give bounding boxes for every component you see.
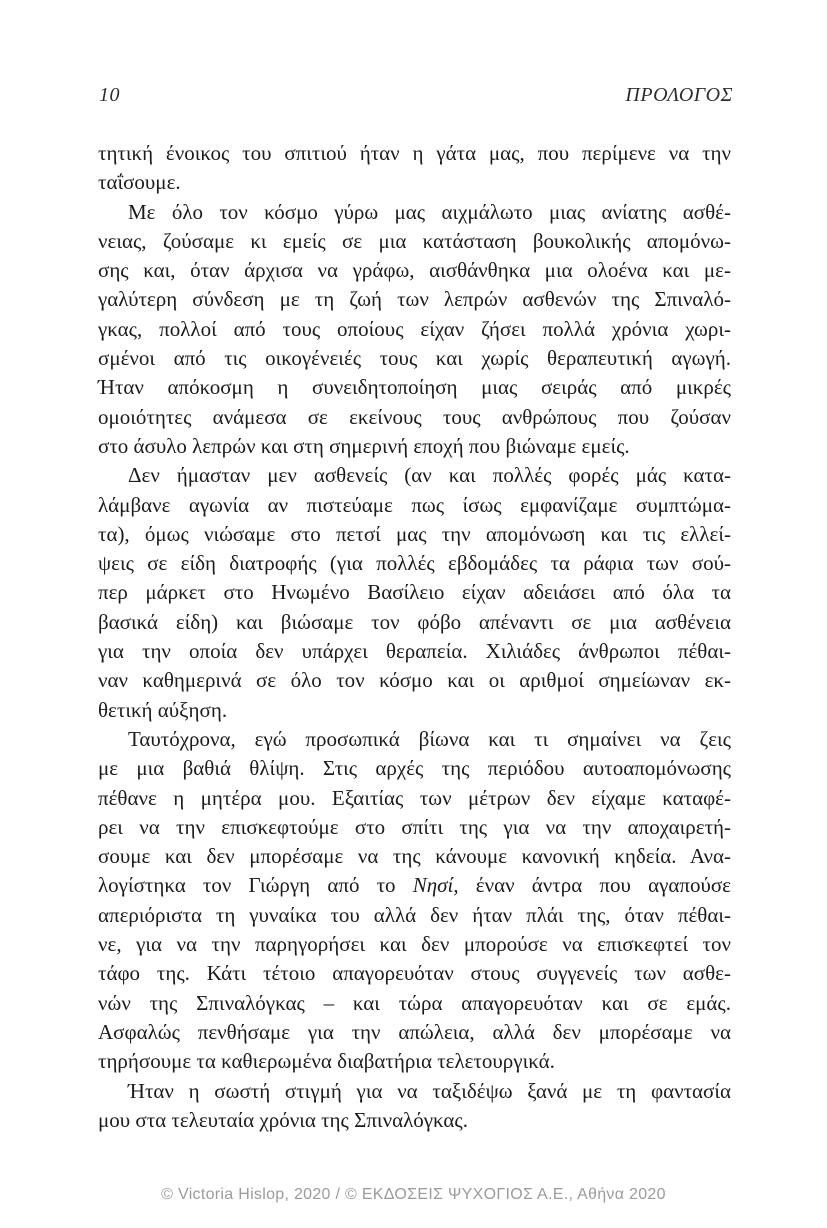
text-line	[98, 989, 731, 1018]
text-segment: Ασφαλώς πενθήσαμε για την απώλεια, αλλά δεν μπορέσαμε να	[98, 1019, 731, 1044]
text-line	[98, 1106, 731, 1135]
text-line	[98, 373, 731, 402]
text-segment: τητική ένοικος του σπιτιού ήταν η γάτα μας, που περίμενε να την	[98, 141, 731, 165]
text-line	[98, 754, 731, 783]
text-line	[98, 1047, 731, 1076]
text-segment: στο άσυλο λεπρών και στη σημερινή εποχή που βιώναμε εμείς.	[98, 433, 630, 458]
text-line	[98, 520, 731, 549]
text-line	[98, 930, 731, 959]
body-paragraph	[98, 198, 731, 462]
text-line	[98, 578, 731, 607]
text-segment: βασικά είδη) και βιώσαμε τον φόβο απέναντι σε μια ασθένεια	[98, 609, 731, 634]
text-segment: λογίστηκα τον Γιώργη από το	[98, 873, 413, 898]
text-line	[98, 549, 731, 578]
page-body	[98, 139, 731, 1135]
text-line	[98, 491, 731, 520]
text-line	[98, 637, 731, 666]
text-line	[98, 461, 731, 490]
text-segment: Ήταν απόκοσμη η συνειδητοποίηση μιας σειράς από μικρές	[98, 375, 731, 400]
text-segment: Ταυτόχρονα, εγώ προσωπικά βίωνα και τι σημαίνει να ζεις	[128, 726, 731, 751]
text-segment: τηρήσουμε τα καθιερωμένα διαβατήρια τελετουργικά.	[98, 1049, 555, 1074]
body-paragraph	[98, 139, 731, 198]
text-line	[98, 403, 731, 432]
text-segment: γαλύτερη σύνδεση με τη ζωή των λεπρών ασθενών της Σπιναλό-	[98, 287, 731, 312]
text-line	[98, 344, 731, 373]
text-line	[98, 666, 731, 695]
text-segment: τάφο της. Κάτι τέτοιο απαγορευόταν στους συγγενείς των ασθε-	[98, 961, 731, 986]
body-paragraph	[98, 461, 731, 725]
copyright-credit: © Victoria Hislop, 2020 / © ΕΚΔΟΣΕΙΣ ΨΥΧΟΓΙΟΣ Α.Ε., Αθήνα 2020	[161, 1186, 666, 1203]
text-segment: νε, για να την παρηγορήσει και δεν μπορούσε να επισκεφτεί τον	[98, 932, 731, 957]
text-line	[98, 1018, 731, 1047]
text-segment: νειας, ζούσαμε κι εμείς σε μια κατάσταση βουκολικής απομόνω-	[98, 228, 731, 253]
text-line	[98, 784, 731, 813]
text-segment: για την οποία δεν υπάρχει θεραπεία. Χιλιάδες άνθρωποι πέθαι-	[98, 639, 731, 664]
text-segment: ομοιότητες ανάμεσα σε εκείνους τους ανθρώπους που ζούσαν	[98, 404, 731, 429]
text-segment: Ήταν η σωστή στιγμή για να ταξιδέψω ξανά με τη φαντασία	[128, 1078, 731, 1103]
text-line	[98, 432, 731, 461]
text-segment: Με όλο τον κόσμο γύρω μας αιχμάλωτο μιας ανίατης ασθέ-	[128, 199, 731, 224]
running-header	[99, 84, 733, 107]
text-line	[98, 285, 731, 314]
text-line	[98, 842, 731, 871]
body-paragraph	[98, 1077, 731, 1136]
text-segment: περ μάρκετ στο Ηνωμένο Βασίλειο είχαν αδειάσει από όλα τα	[98, 580, 731, 605]
running-head-title: ΠΡΟΛΟΓΟΣ	[625, 84, 733, 106]
text-line	[98, 256, 731, 285]
text-line	[98, 608, 731, 637]
text-segment: λάμβανε αγωνία αν πιστεύαμε πως ίσως εμφανίζαμε συμπτώμα-	[98, 492, 731, 517]
page-footer	[0, 1186, 827, 1204]
text-segment: σης και, όταν άρχισα να γράφω, αισθάνθηκα μια ολοένα και με-	[98, 258, 731, 283]
text-segment: σμένοι από τις οικογένειές τους και χωρίς θεραπευτική αγωγή.	[98, 346, 731, 371]
text-line	[98, 959, 731, 988]
text-segment: νών της Σπιναλόγκας – και τώρα απαγορευόταν και σε εμάς.	[98, 990, 731, 1015]
text-segment: απεριόριστα τη γυναίκα του αλλά δεν ήταν πλάι της, όταν πέθαι-	[98, 902, 731, 927]
text-segment: πέθανε η μητέρα μου. Εξαιτίας των μέτρων δεν είχαμε καταφέ-	[98, 785, 731, 810]
text-segment: μου στα τελευταία χρόνια της Σπιναλόγκας.	[98, 1107, 469, 1132]
text-line	[98, 315, 731, 344]
text-line	[98, 139, 731, 168]
text-line	[98, 813, 731, 842]
text-line	[98, 168, 731, 197]
text-segment: γκας, πολλοί από τους οποίους είχαν ζήσει πολλά χρόνια χωρι-	[98, 316, 731, 341]
text-line	[98, 198, 731, 227]
text-segment: ρει να την επισκεφτούμε στο σπίτι της για να την αποχαιρετή-	[98, 814, 731, 839]
page-number: 10	[99, 84, 120, 106]
text-segment: ταΐσουμε.	[98, 170, 181, 195]
body-paragraph	[98, 725, 731, 1077]
text-line	[98, 871, 731, 900]
text-segment: ναν καθημερινά σε όλο τον κόσμο και οι αριθμοί σημείωναν εκ-	[98, 668, 731, 693]
text-segment: θετική αύξηση.	[98, 697, 228, 722]
text-segment: με μια βαθιά θλίψη. Στις αρχές της περιόδου αυτοαπομόνωσης	[98, 756, 731, 781]
text-segment: τα), όμως νιώσαμε στο πετσί μας την απομόνωση και τις ελλεί-	[98, 521, 731, 546]
text-line	[98, 696, 731, 725]
text-segment: , έναν άντρα που αγαπούσε	[453, 873, 731, 898]
text-line	[98, 1077, 731, 1106]
text-segment: Δεν ήμασταν μεν ασθενείς (αν και πολλές φορές μάς κατα-	[128, 463, 731, 488]
text-line	[98, 901, 731, 930]
text-segment: σουμε και δεν μπορέσαμε να της κάνουμε κανονική κηδεία. Ανα-	[98, 844, 731, 869]
text-line	[98, 227, 731, 256]
text-segment: ψεις σε είδη διατροφής (για πολλές εβδομάδες τα ράφια των σού-	[98, 551, 731, 576]
book-title-italic: Νησί	[412, 873, 454, 898]
text-line	[98, 725, 731, 754]
